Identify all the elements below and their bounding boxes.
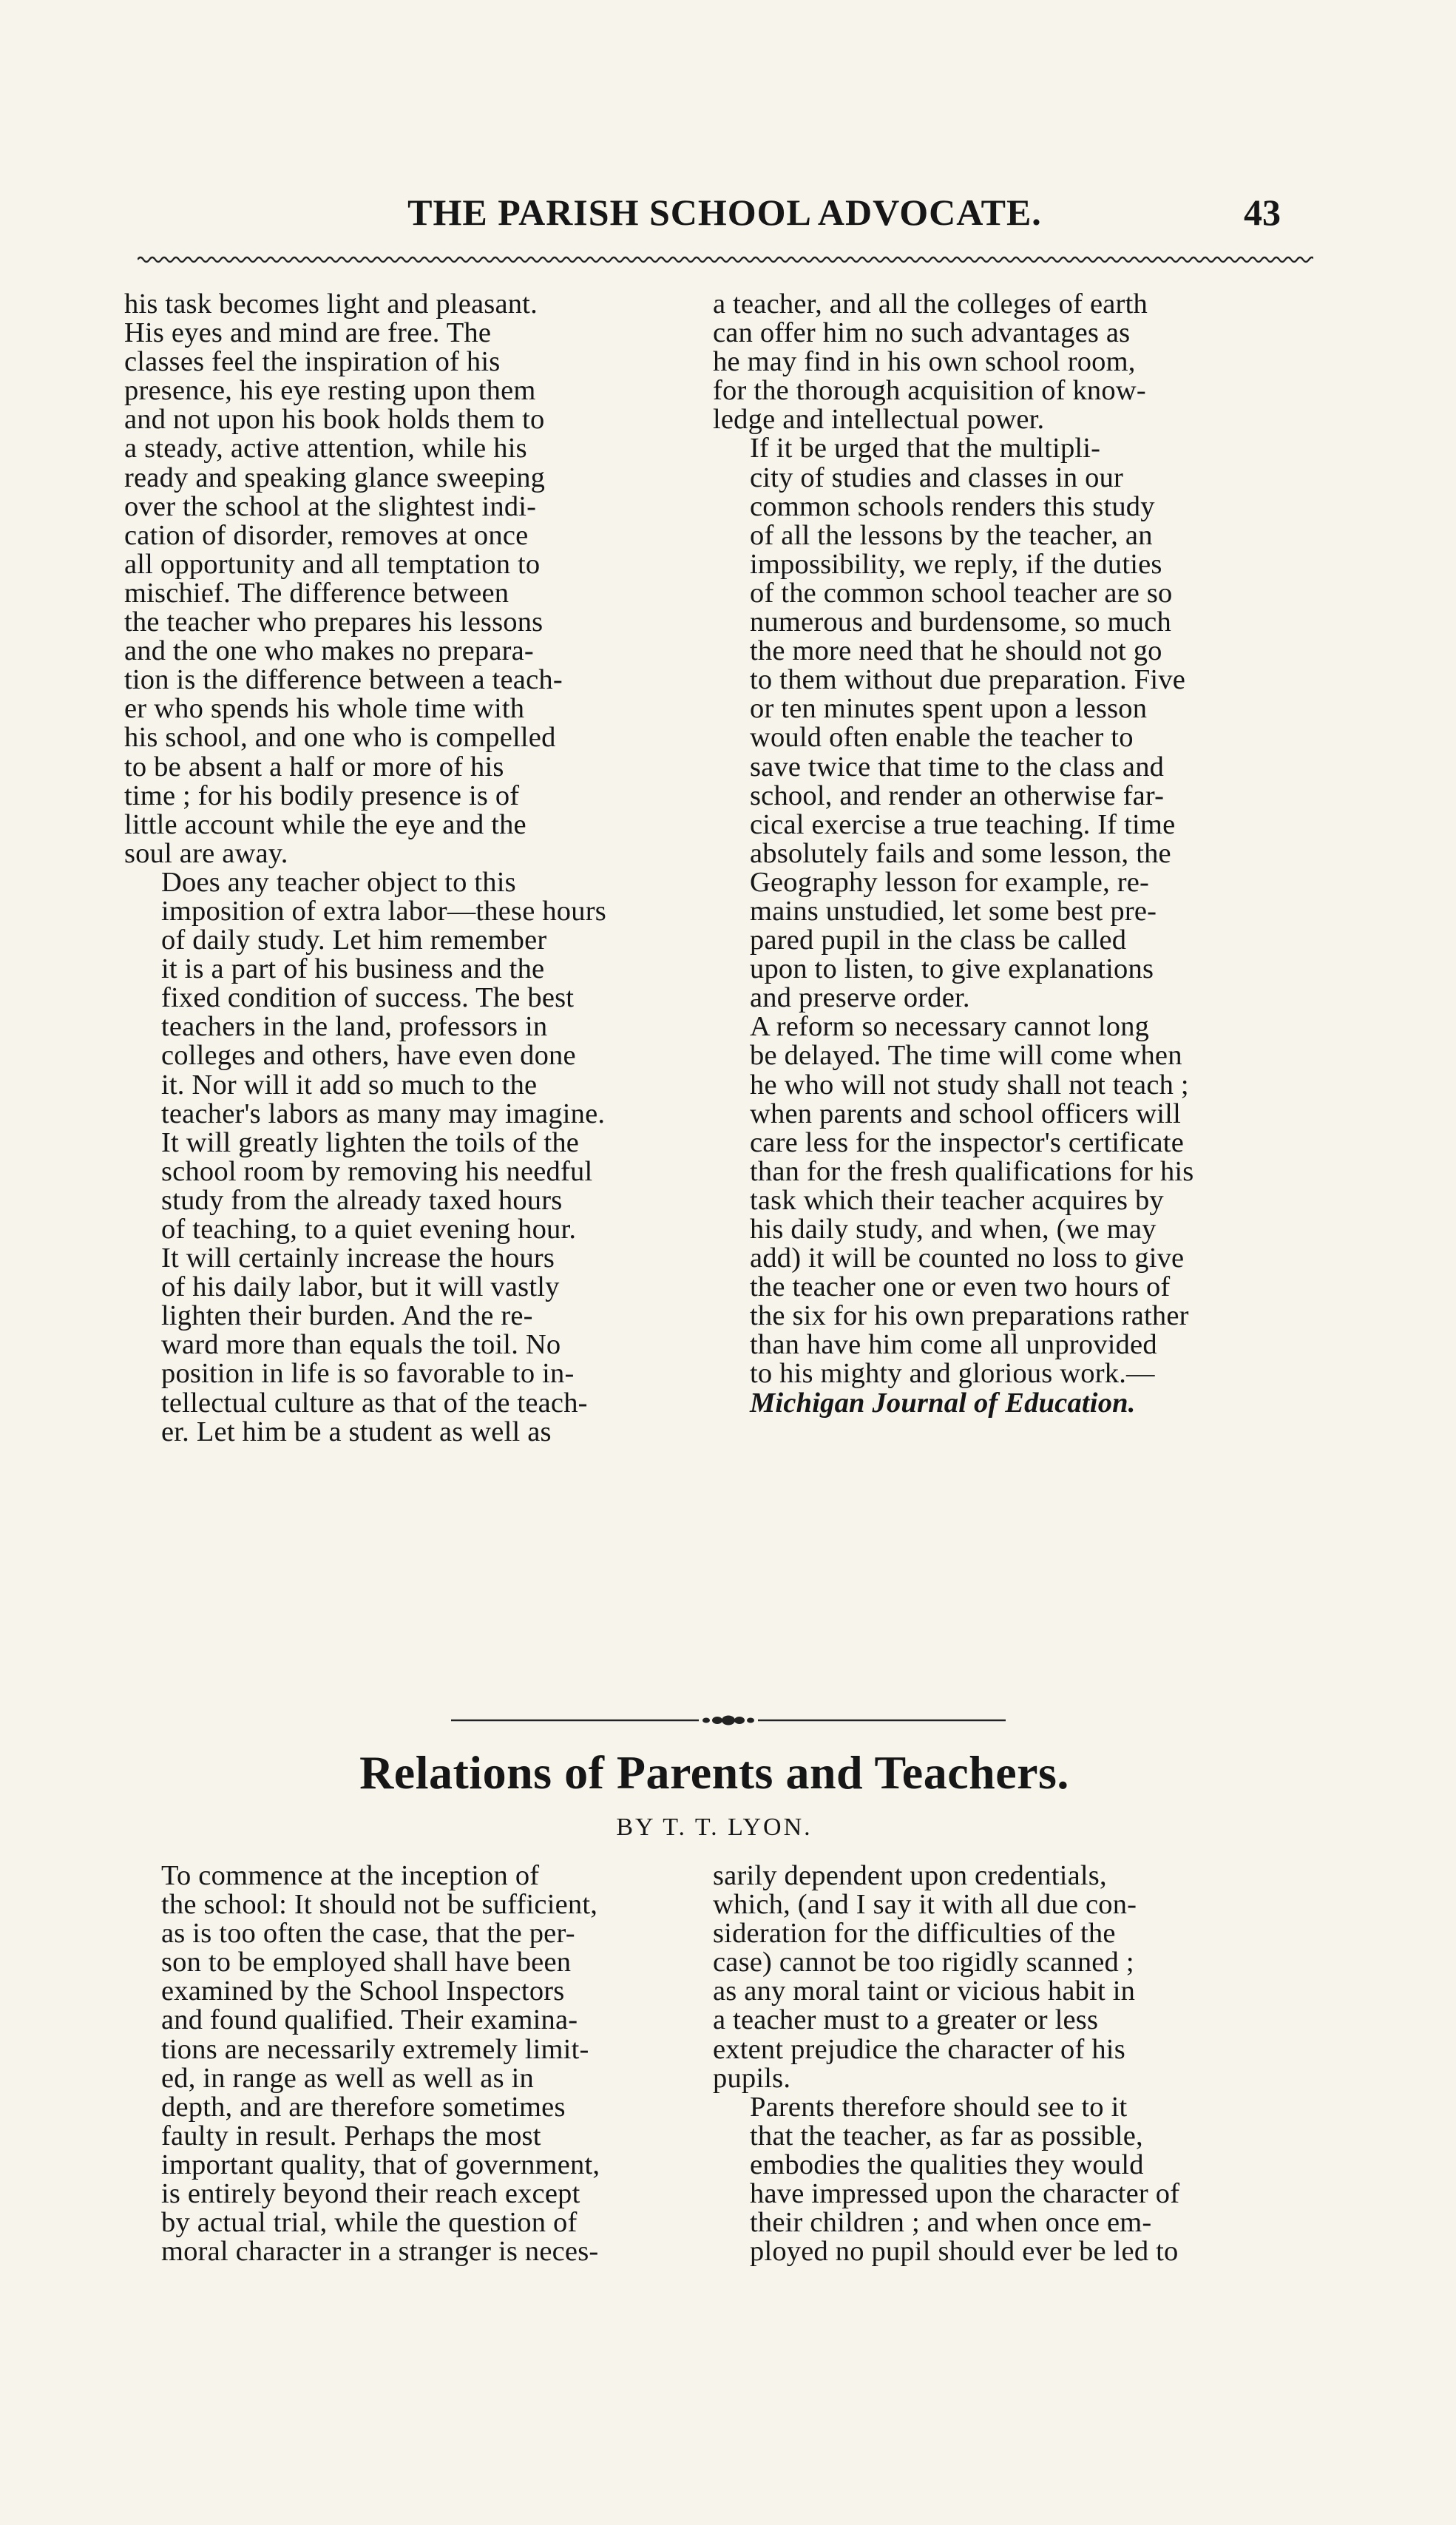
text-line: or ten minutes spent upon a lesson (750, 693, 1148, 725)
text-line: as any moral taint or vicious habit in (713, 1975, 1136, 2007)
paragraph (713, 2093, 1304, 2267)
text-line: his task becomes light and pleasant. (124, 288, 538, 320)
text-line: pared pupil in the class be called (750, 925, 1127, 956)
paragraph (124, 290, 695, 868)
text-line: Geography lesson for example, re- (750, 866, 1150, 898)
text-line: position in life is so favorable to in- (161, 1358, 575, 1390)
text-line: the teacher one or even two hours of (750, 1271, 1171, 1303)
text-line: His eyes and mind are free. The (124, 317, 492, 349)
text-line: ployed no pupil should ever be led to (750, 2236, 1179, 2268)
paragraph (124, 868, 695, 1447)
text-line: be delayed. The time will come when (750, 1040, 1182, 1072)
text-line: little account while the eye and the (124, 808, 526, 840)
text-line: care less for the inspector's certificate (750, 1126, 1184, 1158)
text-line: have impressed upon the character of (750, 2178, 1180, 2210)
text-line: is entirely beyond their reach except (161, 2178, 580, 2210)
text-line: faulty in result. Perhaps the most (161, 2120, 541, 2152)
text-line: son to be employed shall have been (161, 1947, 572, 1978)
text-line: tellectual culture as that of the teach- (161, 1387, 588, 1419)
text-line: he who will not study shall not teach ; (750, 1069, 1189, 1101)
text-line: study from the already taxed hours (161, 1184, 563, 1216)
text-line: lighten their burden. And the re- (161, 1300, 533, 1332)
page-number: 43 (1244, 192, 1281, 233)
text-line: If it be urged that the multipli- (750, 433, 1101, 464)
byline: BY T. T. LYON. (616, 1814, 813, 1841)
text-line: to his mighty and glorious work.— (750, 1358, 1155, 1390)
text-line: city of studies and classes in our (750, 462, 1124, 493)
text-line: tion is the difference between a teach- (124, 664, 563, 696)
text-line: school room by removing his needful (161, 1155, 593, 1187)
text-line: save twice that time to the class and (750, 751, 1165, 782)
text-line: of the common school teacher are so (750, 577, 1173, 609)
text-line: ready and speaking glance sweeping (124, 462, 546, 493)
text-line: than have him come all unprovided (750, 1329, 1157, 1361)
text-line: can offer him no such advantages as (713, 317, 1131, 349)
article-heading: Relations of Parents and Teachers. (359, 1746, 1069, 1799)
text-line: that the teacher, as far as possible, (750, 2120, 1143, 2152)
text-line: ward more than equals the toil. No (161, 1329, 561, 1361)
text-line: task which their teacher acquires by (750, 1184, 1164, 1216)
text-line: A reform so necessary cannot long (750, 1011, 1150, 1043)
text-line: examined by the School Inspectors (161, 1975, 565, 2007)
text-line: important quality, that of government, (161, 2149, 600, 2180)
paragraph (713, 1013, 1304, 1417)
text-line: extent prejudice the character of his (713, 2033, 1125, 2065)
text-line: over the school at the slightest indi- (124, 490, 537, 522)
text-line: his school, and one who is compelled (124, 722, 556, 754)
text-line: and not upon his book holds them to (124, 404, 545, 436)
text-line: to them without due preparation. Five (750, 664, 1186, 696)
text-line: a steady, active attention, while his (124, 433, 527, 464)
text-line: time ; for his bodily presence is of (124, 780, 520, 811)
text-line: to be absent a half or more of his (124, 751, 504, 782)
text-line: case) cannot be too rigidly scanned ; (713, 1947, 1134, 1978)
text-line: of all the lessons by the teacher, an (750, 519, 1153, 551)
text-line: To commence at the inception of (161, 1860, 540, 1891)
text-line: when parents and school officers will (750, 1098, 1181, 1129)
text-line: a teacher, and all the colleges of earth (713, 288, 1148, 320)
text-line: cical exercise a true teaching. If time (750, 808, 1176, 840)
paragraph (124, 1862, 695, 2266)
paragraph (713, 434, 1304, 1013)
text-line: his daily study, and when, (we may (750, 1214, 1157, 1245)
text-line: fixed condition of success. The best (161, 982, 575, 1014)
text-line: tions are necessarily extremely limit- (161, 2033, 589, 2065)
text-line: It will greatly lighten the toils of the (161, 1126, 580, 1158)
article2-left-column (124, 1862, 695, 2266)
text-line: presence, his eye resting upon them (124, 375, 536, 407)
text-line: numerous and burdensome, so much (750, 606, 1171, 638)
text-line: all opportunity and all temptation to (124, 548, 541, 580)
text-line: moral character in a stranger is neces- (161, 2236, 599, 2268)
paragraph (713, 1862, 1304, 2093)
text-line: er. Let him be a student as well as (161, 1416, 552, 1447)
text-line: It will certainly increase the hours (161, 1243, 555, 1274)
section-divider-ornament (414, 1711, 1043, 1729)
text-line: absolutely fails and some lesson, the (750, 837, 1171, 869)
text-line: school, and render an otherwise far- (750, 780, 1165, 811)
text-line: and the one who makes no prepara- (124, 635, 534, 667)
text-line: pupils. (713, 2062, 791, 2094)
text-line: embodies the qualities they would (750, 2149, 1144, 2180)
text-line: classes feel the inspiration of his (124, 346, 501, 378)
text-line: for the thorough acquisition of know- (713, 375, 1146, 407)
text-line: add) it will be counted no loss to give (750, 1243, 1185, 1274)
text-line: mischief. The difference between (124, 577, 509, 609)
text-line: upon to listen, to give explanations (750, 953, 1154, 985)
paragraph (713, 290, 1304, 434)
text-line: the school: It should not be sufficient, (161, 1889, 598, 1921)
running-title: THE PARISH SCHOOL ADVOCATE. (407, 192, 1042, 233)
text-line: soul are away. (124, 837, 288, 869)
text-line: ledge and intellectual power. (713, 404, 1045, 436)
text-line: colleges and others, have even done (161, 1040, 576, 1072)
text-line: and found qualified. Their examina- (161, 2004, 578, 2036)
text-line: their children ; and when once em- (750, 2207, 1152, 2239)
text-line: teacher's labors as many may imagine. (161, 1098, 606, 1129)
text-line: of teaching, to a quiet evening hour. (161, 1214, 577, 1245)
text-line: than for the fresh qualifications for his (750, 1155, 1194, 1187)
text-line: imposition of extra labor—these hours (161, 895, 606, 927)
text-line: by actual trial, while the question of (161, 2207, 578, 2239)
text-line: depth, and are therefore sometimes (161, 2091, 566, 2123)
text-line: as is too often the case, that the per- (161, 1918, 575, 1950)
wavy-rule (138, 253, 1313, 266)
text-line: the teacher who prepares his lessons (124, 606, 544, 638)
text-line: sarily dependent upon credentials, (713, 1860, 1107, 1891)
text-line: he may find in his own school room, (713, 346, 1136, 378)
text-line: it. Nor will it add so much to the (161, 1069, 538, 1101)
text-line: common schools renders this study (750, 490, 1155, 522)
text-line: er who spends his whole time with (124, 693, 525, 725)
text-line: would often enable the teacher to (750, 722, 1134, 754)
citation: Michigan Journal of Education. (750, 1387, 1136, 1419)
text-line: a teacher must to a greater or less (713, 2004, 1099, 2036)
text-line: of his daily labor, but it will vastly (161, 1271, 560, 1303)
text-line: which, (and I say it with all due con- (713, 1889, 1137, 1921)
running-head (148, 191, 1301, 235)
text-line: and preserve order. (750, 982, 970, 1014)
text-line: ed, in range as well as well as in (161, 2062, 534, 2094)
text-line: mains unstudied, let some best pre- (750, 895, 1157, 927)
article1-right-column (713, 290, 1304, 1418)
text-line: the more need that he should not go (750, 635, 1162, 667)
text-line: Does any teacher object to this (161, 866, 516, 898)
text-line: Parents therefore should see to it (750, 2091, 1128, 2123)
article2-right-column (713, 1862, 1304, 2266)
text-line: of daily study. Let him remember (161, 925, 547, 956)
text-line: teachers in the land, professors in (161, 1011, 548, 1043)
text-line: it is a part of his business and the (161, 953, 545, 985)
text-line: cation of disorder, removes at once (124, 519, 529, 551)
text-line: the six for his own preparations rather (750, 1300, 1189, 1332)
article1-left-column (124, 290, 695, 1447)
text-line: impossibility, we reply, if the duties (750, 548, 1162, 580)
text-line: sideration for the difficulties of the (713, 1918, 1116, 1950)
